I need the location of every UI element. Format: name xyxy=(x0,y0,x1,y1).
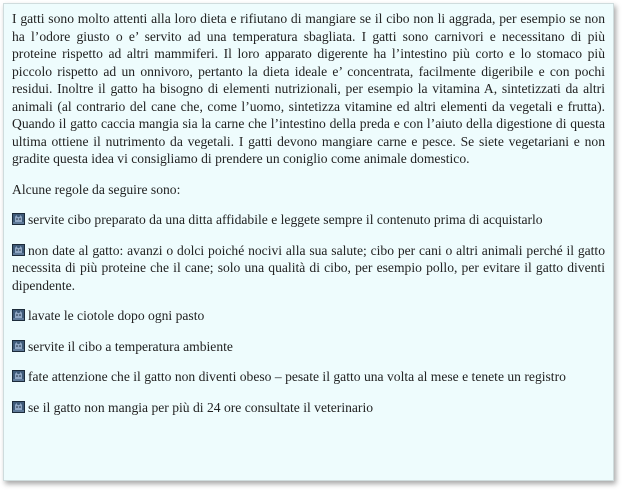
cat-icon xyxy=(12,370,25,382)
intro-paragraph: I gatti sono molto attenti alla loro dieta e rifiutano di mangiare se il cibo non li aggrada, per esempio se non ha l’odore giusto o e’ servito ad una temperatura sbagliata. I gatti sono carnivori e necessitano di più proteine rispetto ad altri mammiferi. Il loro apparato digerente ha l’intestino più corto e lo stomaco più piccolo rispetto ad un onnivoro, pertanto la dieta ideale e’ concentrata, facilmente digeribile e con pochi residui. Inoltre il gatto ha bisogno di elementi nutrizionali, per esempio la vitamina A, sintetizzati da altri animali (al contrario del cane che, come l’uomo, sintetizza vitamine ed altri elementi da vegetali e frutta). Quando il gatto caccia mangia sia la carne che l’intestino della preda e con l’aiuto della digestione di questa ultima ottiene il nutrimento da vegetali. I gatti devono mangiare carne e pesce. Se siete vegetariani e non gradite questa idea vi consigliamo di prendere un coniglio come animale domestico. xyxy=(12,11,605,166)
rules-heading: Alcune regole da seguire sono: xyxy=(12,181,181,197)
cat-icon xyxy=(12,213,25,225)
rule-item xyxy=(12,399,605,417)
cat-icon xyxy=(12,340,25,352)
cat-icon xyxy=(12,309,25,321)
rule-text: lavate le ciotole dopo ogni pasto xyxy=(28,308,205,323)
rule-text: non date al gatto: avanzi o dolci poiché nocivi alla sua salute; cibo per cani o altri animali perché il gatto necessita di più proteine che il cane; solo una qualità di cibo, per esempio pollo, per evitare il gatto diventi dipendente. xyxy=(12,242,605,293)
rule-item xyxy=(12,338,605,356)
rule-text: servite cibo preparato da una ditta affidabile e leggete sempre il contenuto prima di acquistarlo xyxy=(28,212,543,227)
cat-icon xyxy=(12,244,25,256)
rule-item xyxy=(12,368,605,386)
rule-text: se il gatto non mangia per più di 24 ore consultate il veterinario xyxy=(28,399,374,415)
rule-item xyxy=(12,211,605,229)
rule-item xyxy=(12,307,605,325)
cat-icon xyxy=(12,401,25,413)
rule-text: servite il cibo a temperatura ambiente xyxy=(28,338,233,354)
rule-text: fate attenzione che il gatto non diventi obeso – pesate il gatto una volta al mese e tenete un registro xyxy=(28,369,566,384)
rule-item xyxy=(12,242,605,295)
content-panel xyxy=(3,3,614,481)
